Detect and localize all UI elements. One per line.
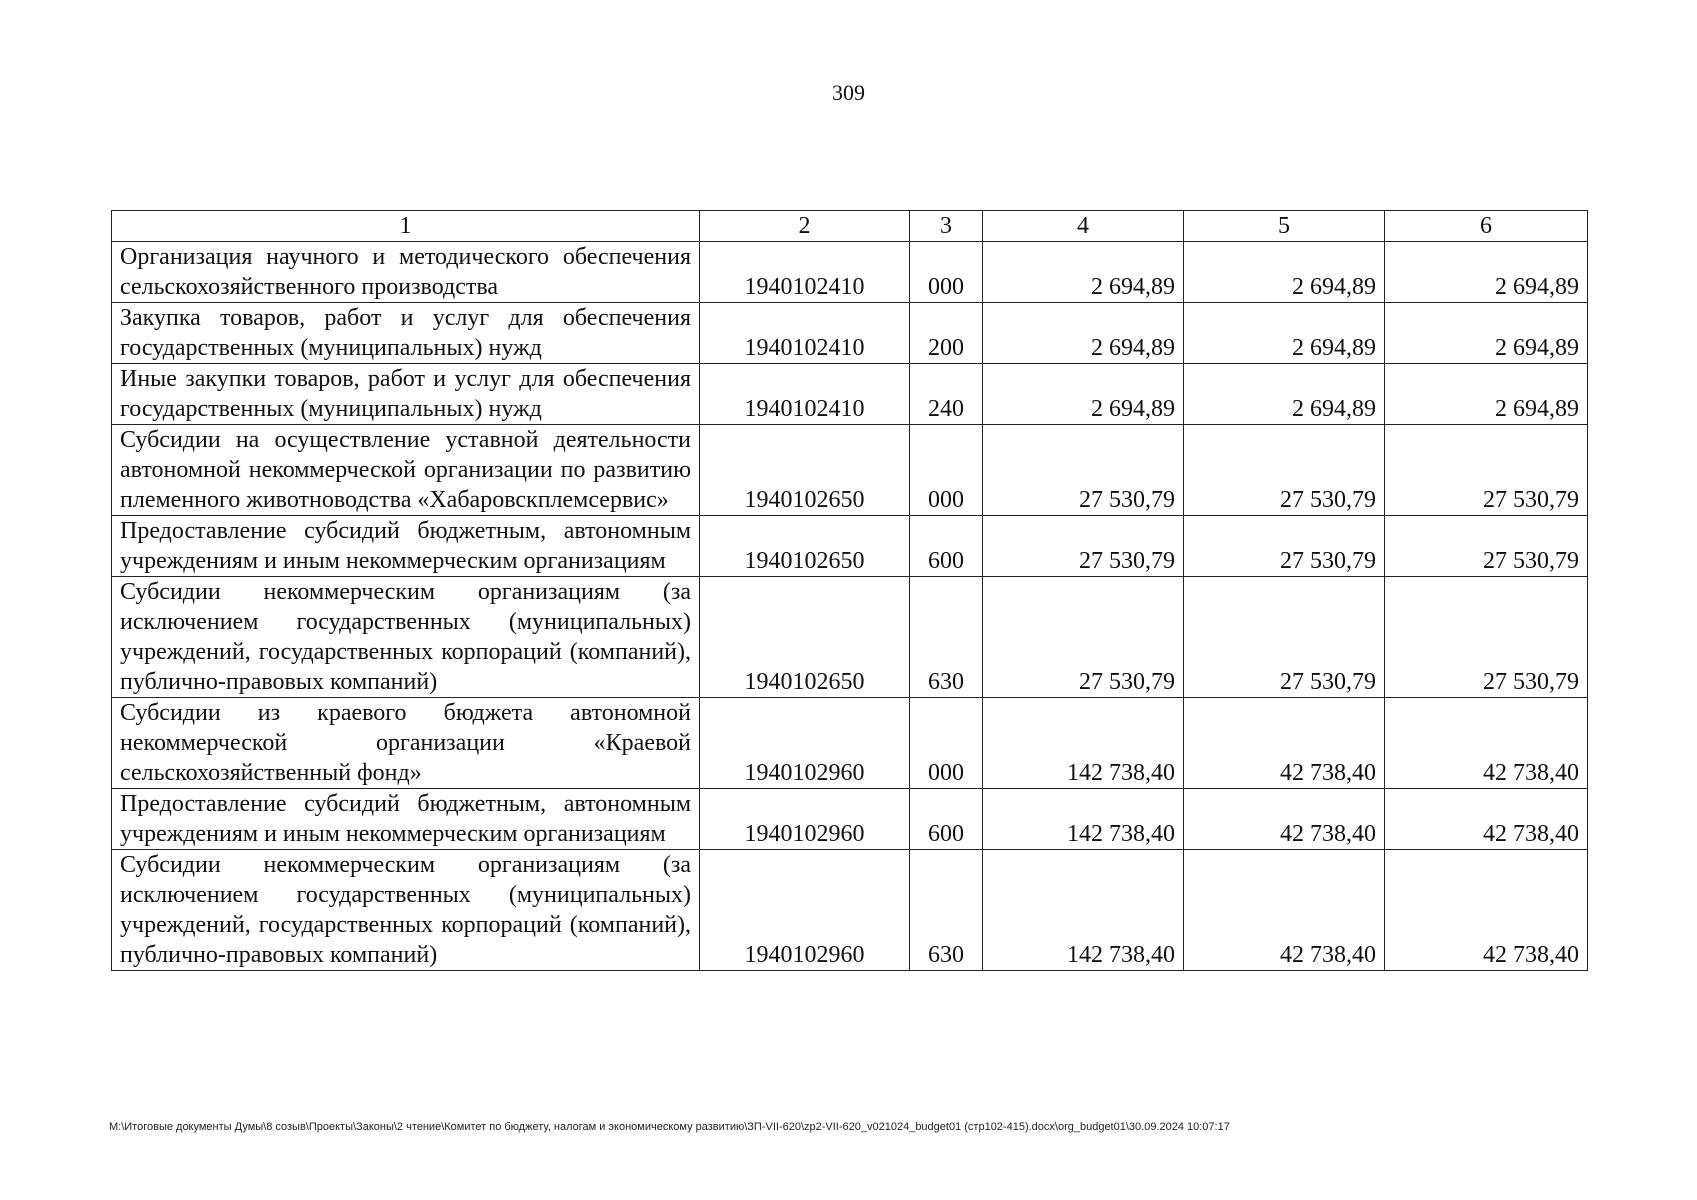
row-name: Субсидии из краевого бюджета автономной некоммерческой организации «Краевой сельскохозяйственный фонд» bbox=[112, 698, 700, 789]
document-file-path: M:\Итоговые документы Думы\8 созыв\Проекты\Законы\2 чтение\Комитет по бюджету, налогам и экономическому развитию\ЗП-VII-620\zp2-VII-620_v021024_budget01 (стр102-415).docx\org_budget01\30.09.2024 10:07:17 bbox=[109, 1121, 1230, 1133]
row-target-code: 1940102650 bbox=[700, 425, 910, 516]
row-amount-col6: 2 694,89 bbox=[1385, 242, 1588, 303]
row-amount-col6: 42 738,40 bbox=[1385, 850, 1588, 971]
row-amount-col4: 2 694,89 bbox=[983, 303, 1184, 364]
row-expense-type: 630 bbox=[910, 850, 983, 971]
table-header-row bbox=[112, 211, 1588, 242]
table-row bbox=[112, 364, 1588, 425]
row-expense-type: 000 bbox=[910, 698, 983, 789]
row-target-code: 1940102960 bbox=[700, 789, 910, 850]
row-amount-col5: 2 694,89 bbox=[1184, 303, 1385, 364]
row-amount-col4: 27 530,79 bbox=[983, 425, 1184, 516]
table-row bbox=[112, 425, 1588, 516]
row-amount-col4: 27 530,79 bbox=[983, 577, 1184, 698]
row-amount-col4: 2 694,89 bbox=[983, 364, 1184, 425]
row-amount-col5: 27 530,79 bbox=[1184, 577, 1385, 698]
row-expense-type: 000 bbox=[910, 242, 983, 303]
row-amount-col6: 42 738,40 bbox=[1385, 789, 1588, 850]
row-amount-col4: 142 738,40 bbox=[983, 698, 1184, 789]
row-amount-col4: 142 738,40 bbox=[983, 789, 1184, 850]
row-expense-type: 630 bbox=[910, 577, 983, 698]
row-amount-col5: 27 530,79 bbox=[1184, 516, 1385, 577]
table-row bbox=[112, 850, 1588, 971]
row-amount-col5: 2 694,89 bbox=[1184, 242, 1385, 303]
row-target-code: 1940102410 bbox=[700, 303, 910, 364]
column-header: 6 bbox=[1385, 211, 1588, 242]
row-target-code: 1940102410 bbox=[700, 364, 910, 425]
row-amount-col4: 27 530,79 bbox=[983, 516, 1184, 577]
row-name: Иные закупки товаров, работ и услуг для обеспечения государственных (муниципальных) нужд bbox=[112, 364, 700, 425]
row-expense-type: 600 bbox=[910, 789, 983, 850]
row-amount-col6: 27 530,79 bbox=[1385, 425, 1588, 516]
column-header: 1 bbox=[112, 211, 700, 242]
column-header: 3 bbox=[910, 211, 983, 242]
row-amount-col5: 42 738,40 bbox=[1184, 698, 1385, 789]
table-row bbox=[112, 242, 1588, 303]
table-row bbox=[112, 577, 1588, 698]
row-expense-type: 000 bbox=[910, 425, 983, 516]
row-amount-col5: 27 530,79 bbox=[1184, 425, 1385, 516]
row-target-code: 1940102960 bbox=[700, 698, 910, 789]
row-amount-col6: 27 530,79 bbox=[1385, 516, 1588, 577]
page-number: 309 bbox=[832, 80, 865, 105]
column-header: 5 bbox=[1184, 211, 1385, 242]
row-name: Закупка товаров, работ и услуг для обеспечения государственных (муниципальных) нужд bbox=[112, 303, 700, 364]
column-header: 4 bbox=[983, 211, 1184, 242]
row-name: Субсидии на осуществление уставной деятельности автономной некоммерческой организации по развитию племенного животноводства «Хабаровскплемсервис» bbox=[112, 425, 700, 516]
row-amount-col4: 2 694,89 bbox=[983, 242, 1184, 303]
row-target-code: 1940102650 bbox=[700, 516, 910, 577]
row-name: Субсидии некоммерческим организациям (за исключением государственных (муниципальных) учреждений, государственных корпораций (компаний), публично-правовых компаний) bbox=[112, 850, 700, 971]
row-expense-type: 240 bbox=[910, 364, 983, 425]
row-amount-col6: 2 694,89 bbox=[1385, 364, 1588, 425]
table-row bbox=[112, 303, 1588, 364]
budget-table bbox=[111, 210, 1588, 971]
row-amount-col6: 42 738,40 bbox=[1385, 698, 1588, 789]
column-header: 2 bbox=[700, 211, 910, 242]
row-expense-type: 200 bbox=[910, 303, 983, 364]
table-row bbox=[112, 698, 1588, 789]
table-row bbox=[112, 789, 1588, 850]
row-expense-type: 600 bbox=[910, 516, 983, 577]
row-amount-col5: 2 694,89 bbox=[1184, 364, 1385, 425]
row-amount-col5: 42 738,40 bbox=[1184, 850, 1385, 971]
row-amount-col6: 2 694,89 bbox=[1385, 303, 1588, 364]
row-name: Субсидии некоммерческим организациям (за исключением государственных (муниципальных) учреждений, государственных корпораций (компаний), публично-правовых компаний) bbox=[112, 577, 700, 698]
row-amount-col5: 42 738,40 bbox=[1184, 789, 1385, 850]
row-target-code: 1940102960 bbox=[700, 850, 910, 971]
row-name: Предоставление субсидий бюджетным, автономным учреждениям и иным некоммерческим организациям bbox=[112, 516, 700, 577]
row-target-code: 1940102410 bbox=[700, 242, 910, 303]
row-name: Организация научного и методического обеспечения сельскохозяйственного производства bbox=[112, 242, 700, 303]
row-amount-col4: 142 738,40 bbox=[983, 850, 1184, 971]
row-amount-col6: 27 530,79 bbox=[1385, 577, 1588, 698]
row-name: Предоставление субсидий бюджетным, автономным учреждениям и иным некоммерческим организациям bbox=[112, 789, 700, 850]
table-row bbox=[112, 516, 1588, 577]
row-target-code: 1940102650 bbox=[700, 577, 910, 698]
